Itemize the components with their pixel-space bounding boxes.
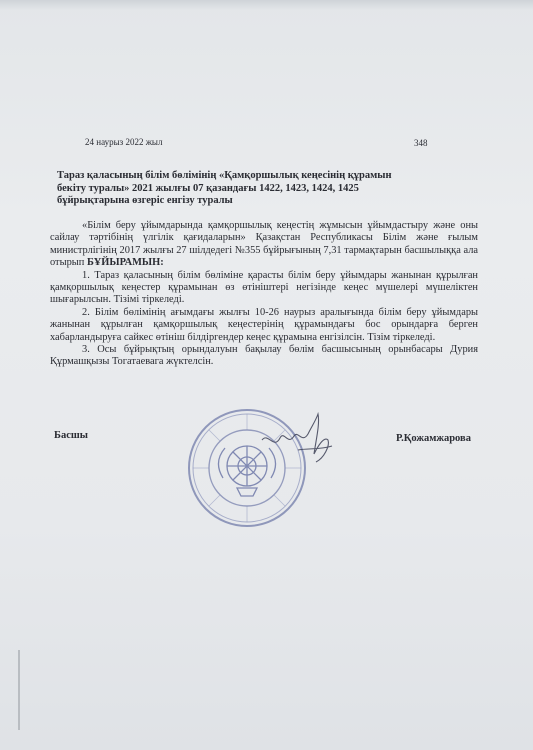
intro-text: «Білім беру ұйымдарында қамқоршылық кеңестің жұмысын ұйымдастыру және оны сайлау тәртібінің үлгілік қағидаларын» Қазақстан Республикасы Білім және ғылым министрлігінің 2017 жылғы 27 шілдедегі №355 бұйрығының 7,31 тармақтарын басшылыққа ала отырып: [50, 220, 478, 269]
order-keyword: БҰЙЫРАМЫН:: [86, 257, 164, 269]
order-date: 24 наурыз 2022 жыл: [85, 137, 163, 147]
page-edge-line: [18, 650, 20, 730]
signer-name: Р.Қожамжарова: [396, 433, 471, 444]
order-body: [50, 220, 478, 369]
order-number: 348: [414, 138, 428, 148]
item-2: 2. Білім бөлімінің ағымдағы жылғы 10-26 наурыз аралығында білім беру ұйымдары жанынан құрылған қамқоршылық кеңестерінің құрамындағы бос орындарға берген хабарландыруға сайкес өтініш білдіргендер кеңес құрамына енгізілсін. Тізім тіркеледі.: [50, 306, 478, 343]
intro-paragraph: [50, 220, 478, 270]
item-3: 3. Осы бұйрықтың орындалуын бақылау бөлім басшысының орынбасары Дурия Құрмашқызы Тогатаевага жүктелсін.: [50, 344, 478, 368]
signer-position: Басшы: [54, 430, 88, 441]
order-title: Тараз қаласының білім бөлімінің «Қамқоршылық кеңесінің құрамын бекіту туралы» 2021 жылғы 07 қазандағы 1422, 1423, 1424, 1425 бұйрықтарына өзгеріс енгізу туралы: [57, 170, 392, 206]
item-1: 1. Тараз қаласының білім бөліміне қарасты білім беру ұйымдары жанынан құрылған қамқоршылық кеңестер құрамынан өз өтініштері негізінде кеңес мүшелері мүшеліктен шығарылсын. Тізімі тіркеледі.: [50, 269, 478, 306]
page-top-shadow: [0, 0, 533, 10]
handwritten-signature-icon: [258, 410, 338, 468]
